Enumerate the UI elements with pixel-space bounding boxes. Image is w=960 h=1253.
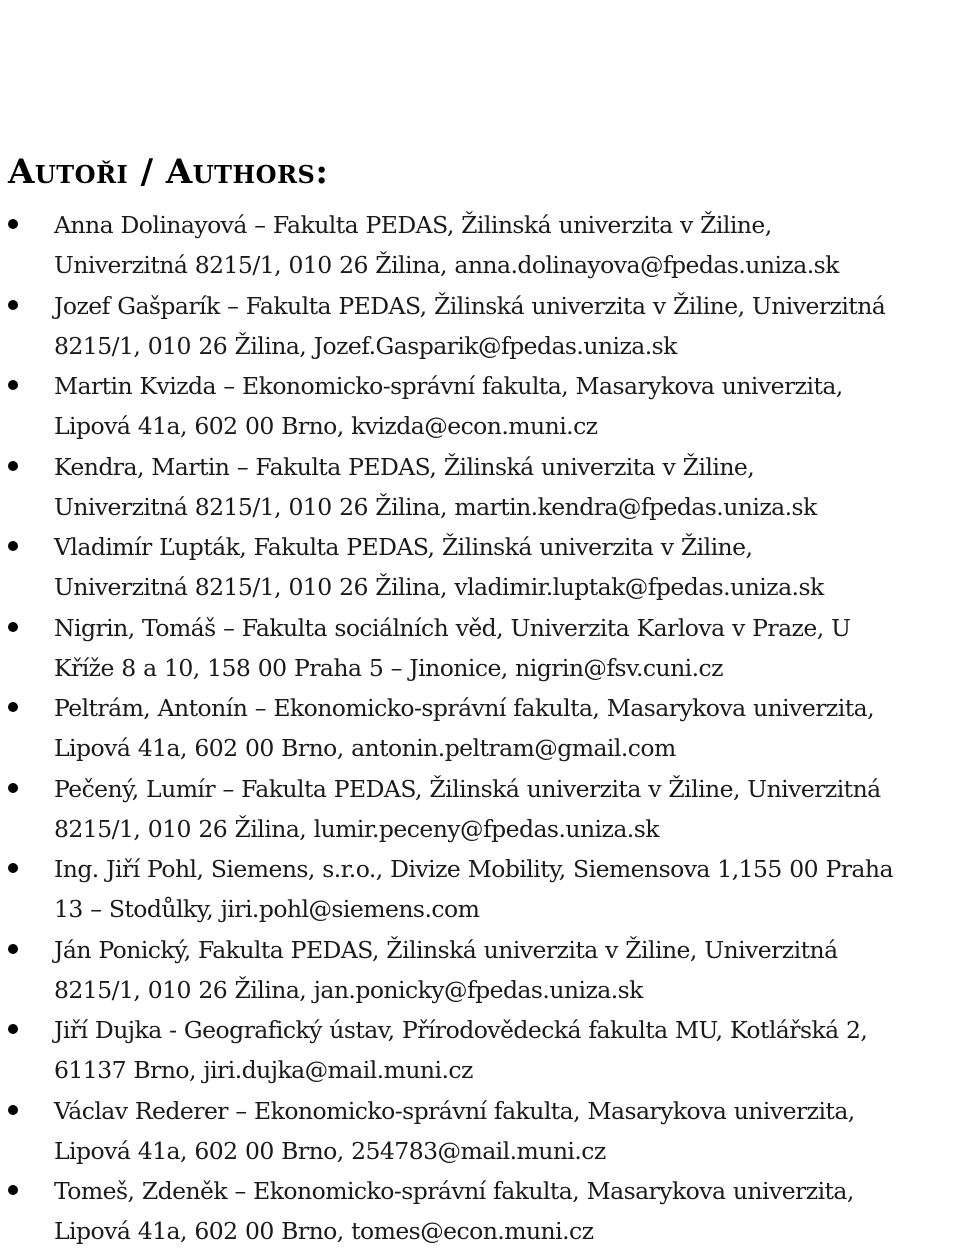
author-line-2: 61137 Brno, jiri.dujka@mail.muni.cz [54,1056,473,1084]
list-item [0,849,960,930]
list-item [0,205,960,286]
bullet-icon [8,702,18,712]
list-item [0,366,960,447]
author-line-1: Peltrám, Antonín – Ekonomicko-správní fakulta, Masarykova univerzita, [54,694,874,722]
list-item [0,527,960,608]
section-heading: Autoři / Authors: [8,152,329,192]
author-line-1: Jozef Gašparík – Fakulta PEDAS, Žilinská univerzita v Žiline, Univerzitná [54,291,886,320]
author-line-2: 8215/1, 010 26 Žilina, Jozef.Gasparik@fpedas.uniza.sk [54,331,677,360]
author-line-2: Lipová 41a, 602 00 Brno, antonin.peltram@gmail.com [54,734,676,762]
list-item [0,1171,960,1252]
list-item [0,688,960,769]
bullet-icon [8,1024,18,1034]
author-line-2: Lipová 41a, 602 00 Brno, 254783@mail.muni.cz [54,1136,606,1165]
bullet-icon [8,1185,18,1195]
author-line-2: Univerzitná 8215/1, 010 26 Žilina, anna.dolinayova@fpedas.uniza.sk [54,251,839,279]
author-line-1: Ján Ponický, Fakulta PEDAS, Žilinská univerzita v Žiline, Univerzitná [54,935,838,964]
author-line-1: Ing. Jiří Pohl, Siemens, s.r.o., Divize Mobility, Siemensova 1,155 00 Praha [54,855,893,883]
author-line-2: Univerzitná 8215/1, 010 26 Žilina, martin.kendra@fpedas.uniza.sk [54,492,817,521]
author-line-2: Kříže 8 a 10, 158 00 Praha 5 – Jinonice, nigrin@fsv.cuni.cz [54,653,724,682]
author-line-1: Martin Kvizda – Ekonomicko-správní fakulta, Masarykova univerzita, [54,372,843,400]
list-item [0,608,960,689]
author-line-1: Kendra, Martin – Fakulta PEDAS, Žilinská univerzita v Žiline, [54,452,755,481]
author-line-1: Jiří Dujka - Geografický ústav, Přírodovědecká fakulta MU, Kotlářská 2, [54,1016,868,1044]
list-item [0,930,960,1011]
author-line-1: Pečený, Lumír – Fakulta PEDAS, Žilinská univerzita v Žiline, Univerzitná [54,774,881,803]
author-line-1: Vladimír Ľupták, Fakulta PEDAS, Žilinská univerzita v Žiline, [54,533,753,561]
bullet-icon [8,863,18,873]
authors-list [0,205,960,1252]
bullet-icon [8,944,18,954]
list-item [0,769,960,850]
author-line-2: 8215/1, 010 26 Žilina, lumir.peceny@fpedas.uniza.sk [54,814,659,843]
author-line-2: Lipová 41a, 602 00 Brno, kvizda@econ.muni.cz [54,412,598,440]
list-item [0,1010,960,1091]
author-line-1: Anna Dolinayová – Fakulta PEDAS, Žilinská univerzita v Žiline, [54,211,772,239]
author-line-2: 13 – Stodůlky, jiri.pohl@siemens.com [54,895,480,923]
bullet-icon [8,541,18,551]
author-line-2: Lipová 41a, 602 00 Brno, tomes@econ.muni.cz [54,1217,594,1245]
bullet-icon [8,783,18,793]
author-line-2: 8215/1, 010 26 Žilina, jan.ponicky@fpedas.uniza.sk [54,975,643,1004]
author-line-1: Nigrin, Tomáš – Fakulta sociálních věd, Univerzita Karlova v Praze, U [54,613,851,642]
bullet-icon [8,380,18,390]
list-item [0,1091,960,1172]
bullet-icon [8,1105,18,1115]
bullet-icon [8,300,18,310]
bullet-icon [8,219,18,229]
author-line-1: Václav Rederer – Ekonomicko-správní fakulta, Masarykova univerzita, [54,1096,855,1125]
author-line-2: Univerzitná 8215/1, 010 26 Žilina, vladimir.luptak@fpedas.uniza.sk [54,573,824,601]
bullet-icon [8,622,18,632]
author-line-1: Tomeš, Zdeněk – Ekonomicko-správní fakulta, Masarykova univerzita, [54,1177,854,1205]
list-item [0,286,960,367]
bullet-icon [8,461,18,471]
list-item [0,447,960,528]
